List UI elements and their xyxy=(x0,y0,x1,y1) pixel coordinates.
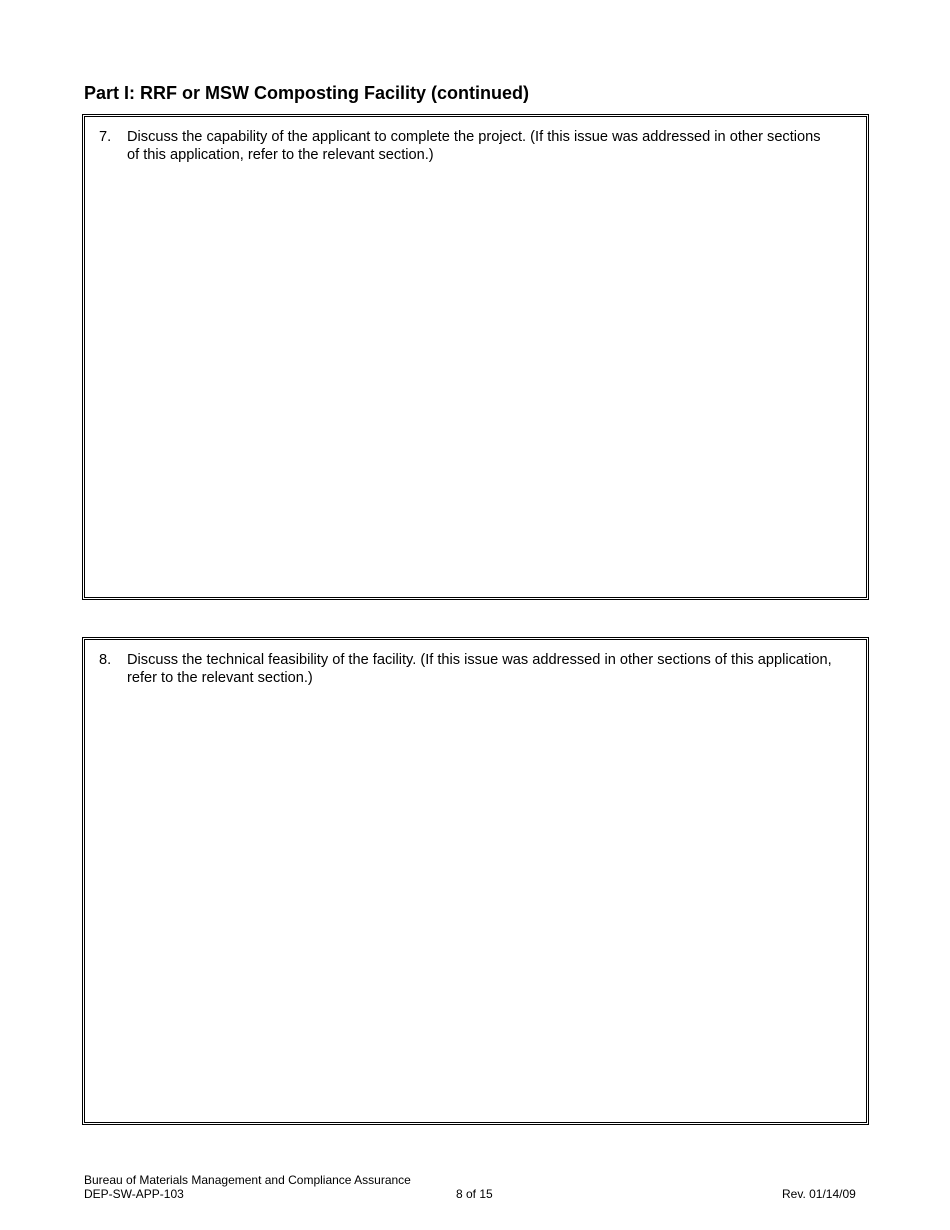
question-7-prompt xyxy=(99,128,836,164)
page-title: Part I: RRF or MSW Composting Facility (continued) xyxy=(84,83,529,103)
question-8-box xyxy=(82,637,869,1125)
question-8-prompt xyxy=(99,651,836,687)
question-7-text: Discuss the capability of the applicant to complete the project. (If this issue was addressed in other sections of this application, refer to the relevant section.) xyxy=(127,129,821,163)
question-8-text: Discuss the technical feasibility of the facility. (If this issue was addressed in other sections of this application, refer to the relevant section.) xyxy=(127,652,832,686)
question-7-box xyxy=(82,114,869,600)
footer-revision: Rev. 01/14/09 xyxy=(782,1187,856,1201)
question-7-number: 7. xyxy=(99,129,112,145)
question-8-number: 8. xyxy=(99,652,112,668)
question-7-answer-field[interactable] xyxy=(99,173,852,587)
footer-bureau: Bureau of Materials Management and Compliance Assurance xyxy=(84,1173,411,1187)
footer-form-id: DEP-SW-APP-103 xyxy=(84,1187,184,1201)
footer-page-number: 8 of 15 xyxy=(456,1187,493,1201)
question-8-answer-field[interactable] xyxy=(99,696,852,1112)
